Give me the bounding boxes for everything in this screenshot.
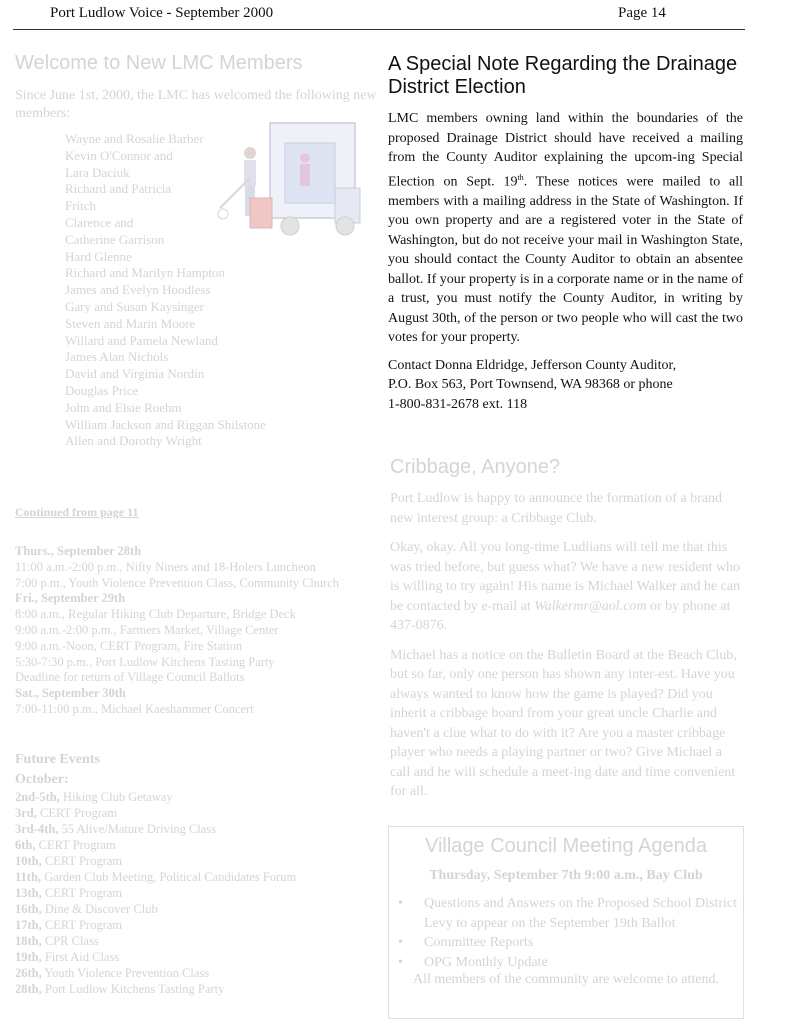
list-item: Gary and Susan Kaysinger (65, 298, 204, 314)
list-item: 3rd, CERT Program (15, 806, 118, 820)
list-item: David and Virginia Nordin (65, 366, 205, 382)
list-item: Clarence and (65, 214, 134, 230)
email-link[interactable]: Walkermr@aol.com (534, 598, 647, 614)
event-line: 7:00-11:00 p.m., Michael Kaeshammer Concert (15, 701, 254, 716)
note-title: A Special Note Regarding the Drainage District Election (388, 53, 738, 98)
welcome-section (15, 52, 380, 450)
calendar-day (15, 544, 385, 591)
list-item: Richard and Marilyn Hampton (65, 265, 225, 281)
list-item: James and Evelyn Hoodless (65, 282, 211, 298)
calendar-day (15, 591, 385, 686)
list-item: Lara Daciuk (65, 164, 130, 180)
cribbage-paragraph: Port Ludlow is happy to announce the formation of a brand new interest group: a Cribbage Club. (390, 491, 723, 526)
list-item: 26th, Youth Violence Prevention Class (15, 966, 210, 980)
cribbage-paragraph: Okay, okay. All you long-time Ludlians will tell me that this was tried before, but guess what? We have a new resident who is willing to try again! His name is Michael Walker and he can be contacted by e-mail at Walkermr@aol.com or by phone at 437-0876. (390, 540, 741, 633)
event-line: 7:00 p.m., Youth Violence Prevention Class, Community Church (15, 575, 340, 590)
list-item: Hard Glenne (65, 248, 132, 264)
welcome-intro: Since June 1st, 2000, the LMC has welcomed the following new members: (15, 88, 377, 121)
agenda-title: Village Council Meeting Agenda (424, 835, 708, 857)
future-events (15, 752, 385, 997)
note-body: LMC members owning land within the boundaries of the proposed Drainage District should have received a mailing from the County Auditor explaining the upcom-ing Special Election on Sept. 19th. These notices were mailed to all members with a mailing address in the State of Washington. If you own property and are a registered voter in the State of Washington, but do not receive your mail in Washington State, you should contact the County Auditor to obtain an absentee ballot. If your property is in a corporate name or in the name of a trust, you must notify the County Auditor, in writing by August 30th, of the person or two people who will cast the two votes for your property. (388, 111, 743, 346)
agenda-box (388, 826, 744, 1019)
list-item: William Jackson and Riggan Shilstone (65, 416, 266, 432)
header-divider (13, 29, 745, 30)
calendar-section (15, 544, 385, 718)
agenda-closing: All members of the community are welcome to attend. (413, 972, 719, 987)
list-item: Catherine Garrison (65, 231, 165, 247)
cribbage-title: Cribbage, Anyone? (390, 456, 561, 478)
event-line: 9:00 a.m.-Noon, CERT Program, Fire Station (15, 638, 243, 653)
list-item: Steven and Marin Moore (65, 315, 196, 331)
list-item: • Questions and Answers on the Proposed School District Levy to appear on the September 19th Ballot (424, 894, 743, 933)
calendar-day (15, 686, 385, 718)
list-item: • Committee Reports (424, 933, 743, 953)
list-item: 2nd-5th, Hiking Club Getaway (15, 790, 173, 804)
page-header (0, 0, 789, 32)
future-events-title: Future Events (15, 752, 100, 767)
list-item: 11th, Garden Club Meeting, Political Candidates Forum (15, 870, 297, 884)
list-item: 19th, First Aid Class (15, 950, 120, 964)
list-item: 13th, CERT Program (15, 886, 123, 900)
event-line: 9:00 a.m.-2:00 p.m., Farmers Market, Village Center (15, 622, 279, 637)
welcome-title: Welcome to New LMC Members (15, 52, 303, 74)
note-contact: Contact Donna Eldridge, Jefferson County Auditor, P.O. Box 563, Port Townsend, WA 98368 or phone 1-800-831-2678 ext. 118 (388, 357, 677, 412)
list-item: Douglas Price (65, 382, 139, 398)
day-heading: Fri., September 29th (15, 591, 126, 606)
day-heading: Sat., September 30th (15, 686, 126, 701)
cribbage-section (390, 456, 745, 812)
day-heading: Thurs., September 28th (15, 544, 142, 558)
list-item: Fritch (65, 198, 97, 214)
list-item: Richard and Patricia (65, 181, 172, 197)
list-item: Wayne and Rosalie Barber (65, 131, 204, 146)
event-line: Deadline for return of Village Council Ballots (15, 670, 245, 685)
list-item: James Alan Nichols (65, 349, 169, 365)
publication-title: Port Ludlow Voice - September 2000 (50, 5, 274, 21)
list-item: 3rd-4th, 55 Alive/Mature Driving Class (15, 822, 217, 836)
agenda-list (389, 894, 743, 972)
list-item: 28th, Port Ludlow Kitchens Tasting Party (15, 982, 225, 996)
list-item: 10th, CERT Program (15, 854, 123, 868)
list-item: Willard and Pamela Newland (65, 332, 218, 348)
drainage-note (388, 53, 743, 422)
cribbage-paragraph: Michael has a notice on the Bulletin Board at the Beach Club, but so far, only one person has shown any inter-est. Have you always wanted to know how the game is played? Did you inherit a cribbage board from your great uncle Charlie and haven't a clue what to do with it? Are you a master cribbage player who needs a playing partner or two? Give Michael a call and he will schedule a meet-ing date and time convenient for all. (390, 647, 737, 799)
list-item: • OPG Monthly Update (424, 953, 743, 973)
moving-truck-illustration (215, 118, 365, 243)
list-item: 17th, CERT Program (15, 918, 123, 932)
month-heading: October: (15, 772, 69, 787)
event-line: 8:00 a.m., Regular Hiking Club Departure, Bridge Deck (15, 607, 296, 622)
continued-link[interactable]: Continued from page 11 (15, 505, 139, 519)
page-number: Page 14 (618, 5, 666, 21)
agenda-subtitle: Thursday, September 7th 9:00 a.m., Bay Club (429, 868, 703, 883)
list-item: 6th, CERT Program (15, 838, 116, 852)
list-item: Kevin O'Connor and (65, 147, 173, 163)
event-line: 5:30-7:30 p.m., Port Ludlow Kitchens Tasting Party (15, 654, 275, 669)
list-item: 18th, CPR Class (15, 934, 99, 948)
event-line: 11:00 a.m.-2:00 p.m., Nifty Niners and 18-Holers Luncheon (15, 559, 316, 574)
list-item: Allen and Dorothy Wright (65, 433, 202, 449)
list-item: John and Elsie Roehm (65, 399, 182, 415)
list-item: 16th, Dine & Discover Club (15, 902, 158, 916)
